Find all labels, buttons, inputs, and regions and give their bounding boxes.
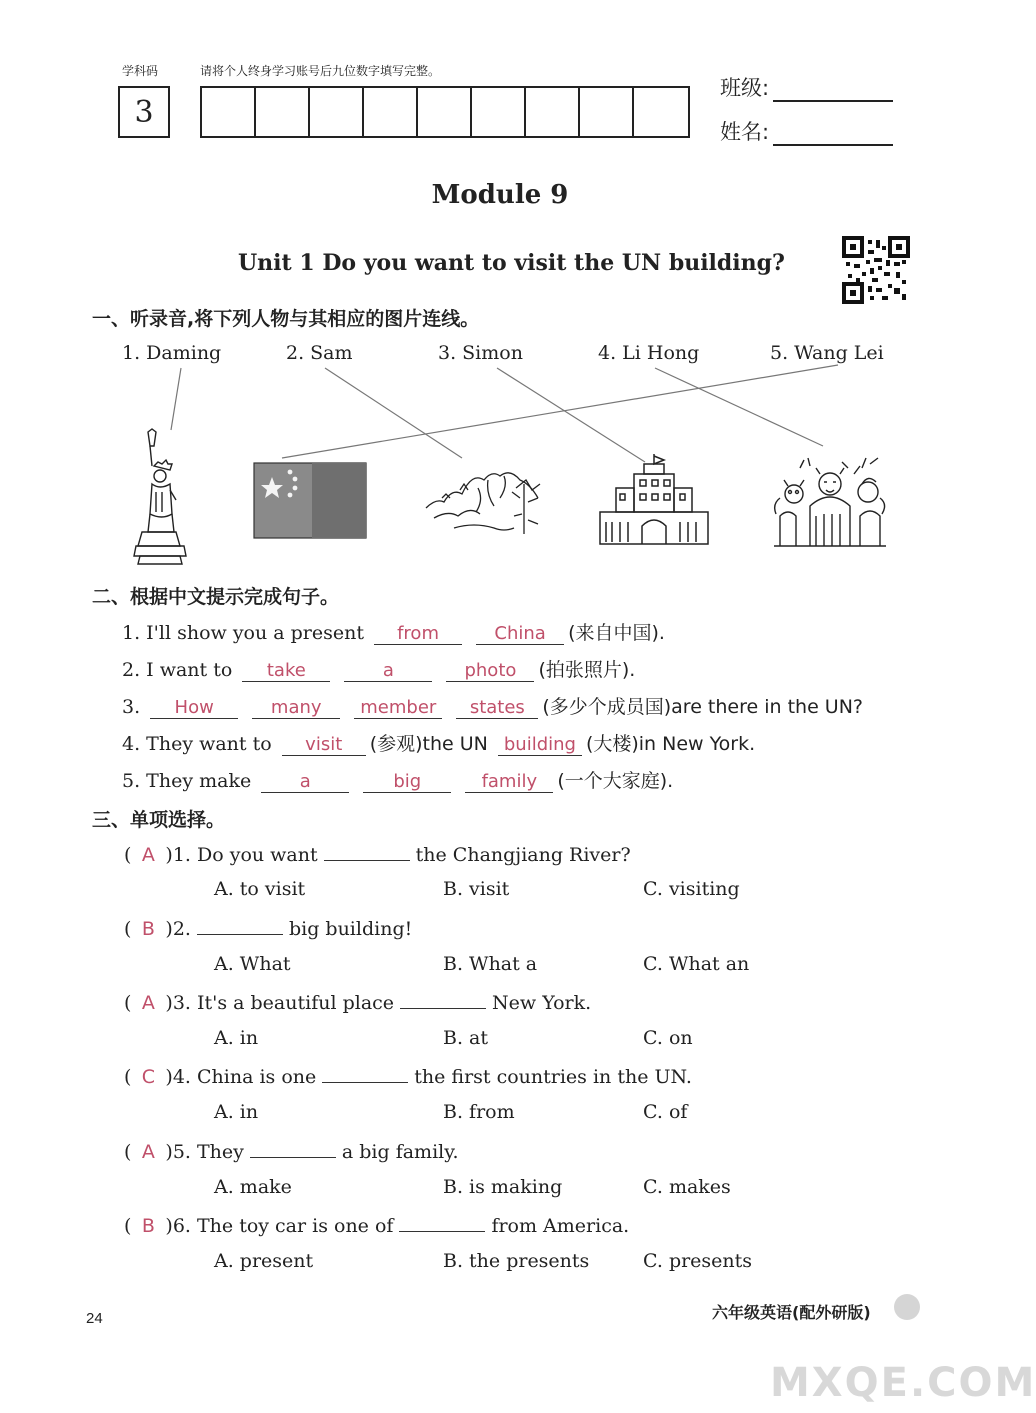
- class-label: 班级:: [720, 76, 770, 100]
- person-sam: 2. Sam: [286, 342, 353, 364]
- option-b[interactable]: B. the presents: [443, 1250, 590, 1272]
- answer-blank[interactable]: member: [354, 698, 442, 719]
- sentence-text: 2. I want to: [122, 659, 233, 681]
- question-blank: [399, 1213, 485, 1232]
- question-blank: [250, 1139, 336, 1158]
- section3-heading: 三、单项选择。: [92, 809, 226, 831]
- answer-blank[interactable]: photo: [446, 661, 534, 682]
- name-label: 姓名:: [720, 120, 770, 144]
- question-text: the first countries in the UN.: [414, 1066, 692, 1088]
- question-blank: [197, 916, 283, 935]
- question-text: )5. They: [165, 1141, 244, 1163]
- answer-blank[interactable]: How: [150, 698, 238, 719]
- option-a[interactable]: A. What: [214, 953, 291, 975]
- book-title: 六年级英语(配外研版): [712, 1303, 871, 1322]
- mc-answer[interactable]: A: [141, 992, 155, 1014]
- option-c[interactable]: C. makes: [643, 1176, 731, 1198]
- answer-blank[interactable]: building: [498, 735, 582, 756]
- mountains-icon: [424, 458, 546, 542]
- sentence-text: 1. I'll show you a present: [122, 622, 364, 644]
- mc-answer[interactable]: B: [141, 1215, 155, 1237]
- person-daming: 1. Daming: [122, 342, 222, 364]
- answer-blank[interactable]: China: [476, 624, 564, 645]
- question-blank: [400, 990, 486, 1009]
- mc-answer[interactable]: C: [141, 1066, 156, 1088]
- account-instruction: 请将个人终身学习账号后九位数字填写完整。: [200, 64, 441, 78]
- option-c[interactable]: C. What an: [643, 953, 750, 975]
- mc-answer[interactable]: B: [141, 918, 155, 940]
- fill-sentence-3: [122, 692, 863, 719]
- question-text: the Changjiang River?: [415, 844, 631, 866]
- page-title: Module 9: [431, 180, 569, 210]
- person-simon: 3. Simon: [438, 342, 523, 364]
- match-line: [497, 368, 645, 462]
- answer-blank[interactable]: big: [363, 772, 451, 793]
- option-c[interactable]: C. of: [643, 1101, 688, 1123]
- option-c[interactable]: C. visiting: [643, 878, 740, 900]
- match-line: [325, 368, 462, 458]
- question-text: )2.: [165, 918, 191, 940]
- option-b[interactable]: B. at: [443, 1027, 489, 1049]
- mc-question-6: ( B )6. The toy car is one of from America.: [124, 1215, 630, 1237]
- question-blank: [322, 1064, 408, 1083]
- question-blank: [324, 842, 410, 861]
- option-a[interactable]: A. present: [214, 1250, 314, 1272]
- question-text: from America.: [491, 1215, 630, 1237]
- section2-heading: 二、根据中文提示完成句子。: [92, 586, 340, 608]
- mc-question-4: ( C )4. China is one the first countries in the UN.: [124, 1066, 692, 1088]
- option-a[interactable]: A. in: [214, 1101, 259, 1123]
- chinese-hint: (拍张照片).: [538, 659, 636, 681]
- page-number: 24: [86, 1310, 103, 1327]
- mc-question-1: ( A )1. Do you want the Changjiang River?: [124, 844, 631, 866]
- sentence-text: (多少个成员国)are there in the UN?: [542, 696, 864, 718]
- option-c[interactable]: C. presents: [643, 1250, 753, 1272]
- watermark-logo: MXQE.COM: [770, 1360, 1036, 1406]
- option-a[interactable]: A. make: [214, 1176, 292, 1198]
- chinese-hint: (一个大家庭).: [557, 770, 674, 792]
- question-text: )3. It's a beautiful place: [165, 992, 395, 1014]
- match-line: [282, 365, 838, 458]
- mc-question-3: ( A )3. It's a beautiful place New York.: [124, 992, 592, 1014]
- mc-question-2: ( B )2. big building!: [124, 918, 413, 940]
- option-b[interactable]: B. from: [443, 1101, 515, 1123]
- option-b[interactable]: B. What a: [443, 953, 538, 975]
- person-li-hong: 4. Li Hong: [598, 342, 700, 364]
- fill-sentence-5: [122, 766, 673, 793]
- answer-blank[interactable]: many: [252, 698, 340, 719]
- question-text: New York.: [492, 992, 592, 1014]
- answer-blank[interactable]: visit: [282, 735, 366, 756]
- subject-code-box: 3: [118, 86, 170, 138]
- match-line: [171, 368, 181, 430]
- answer-blank[interactable]: states: [456, 698, 538, 719]
- unit-title: Unit 1 Do you want to visit the UN building?: [238, 250, 785, 276]
- badge-icon: [894, 1294, 920, 1320]
- fill-sentence-4: [122, 729, 755, 756]
- answer-blank[interactable]: a: [344, 661, 432, 682]
- statue-of-liberty-icon: [128, 428, 190, 568]
- answer-blank[interactable]: take: [242, 661, 330, 682]
- answer-blank[interactable]: family: [465, 772, 553, 793]
- sentence-text: 5. They make: [122, 770, 252, 792]
- mc-question-5: ( A )5. They a big family.: [124, 1141, 459, 1163]
- section1-heading: 一、听录音,将下列人物与其相应的图片连线。: [92, 308, 480, 330]
- un-building-icon: [596, 452, 712, 548]
- sentence-text: 4. They want to: [122, 733, 272, 755]
- option-b[interactable]: B. visit: [443, 878, 510, 900]
- option-a[interactable]: A. in: [214, 1027, 259, 1049]
- question-text: )4. China is one: [165, 1066, 317, 1088]
- option-a[interactable]: A. to visit: [214, 878, 306, 900]
- sentence-text: 3.: [122, 696, 141, 718]
- question-text: )6. The toy car is one of: [165, 1215, 394, 1237]
- option-b[interactable]: B. is making: [443, 1176, 563, 1198]
- question-text: )1. Do you want: [165, 844, 318, 866]
- chinese-hint: (来自中国).: [568, 622, 665, 644]
- mc-answer[interactable]: A: [141, 844, 155, 866]
- zoo-icon: [770, 454, 890, 550]
- sentence-text: (大楼)in New York.: [585, 733, 756, 755]
- sentence-text: (参观)the UN: [369, 733, 488, 755]
- question-text: big building!: [288, 918, 413, 940]
- match-line: [655, 368, 823, 446]
- mc-answer[interactable]: A: [141, 1141, 155, 1163]
- subject-code-label: 学科码: [122, 64, 159, 78]
- question-text: a big family.: [341, 1141, 459, 1163]
- person-wang-lei: 5. Wang Lei: [770, 342, 884, 364]
- answer-blank[interactable]: a: [261, 772, 349, 793]
- fill-sentence-2: [122, 655, 635, 682]
- fill-sentence-1: [122, 618, 665, 645]
- option-c[interactable]: C. on: [643, 1027, 693, 1049]
- chinese-flag-icon: [254, 463, 366, 538]
- answer-blank[interactable]: from: [374, 624, 462, 645]
